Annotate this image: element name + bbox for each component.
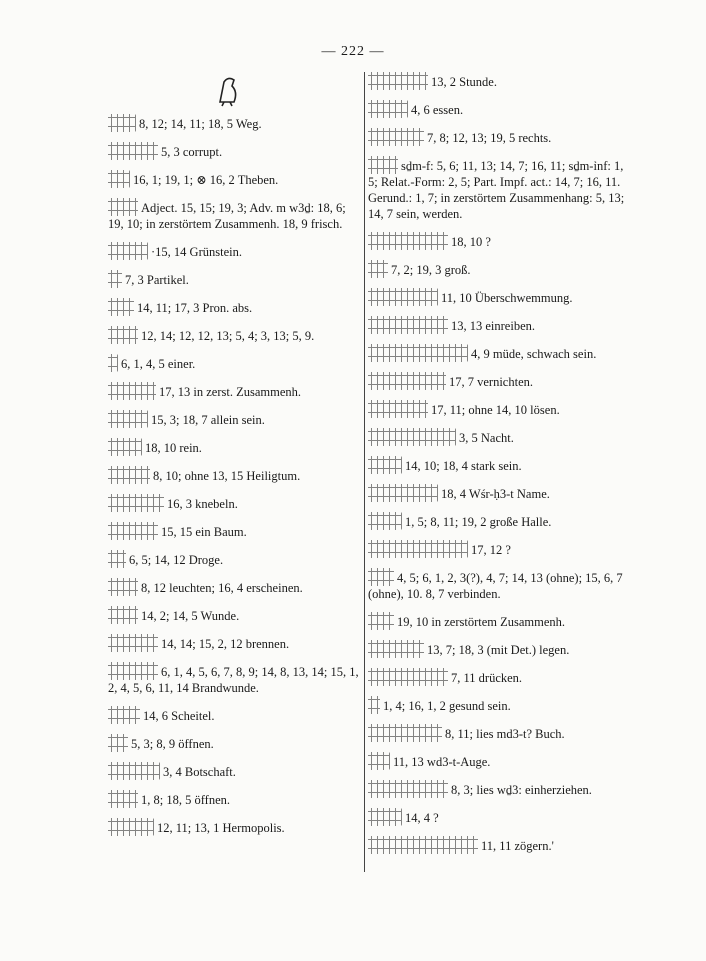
hieroglyph-group-icon: [108, 438, 142, 456]
dictionary-entry: [368, 100, 630, 118]
dictionary-entry: [108, 522, 360, 540]
hieroglyph-group-icon: [108, 494, 164, 512]
dictionary-entry: [108, 466, 360, 484]
dictionary-entry: [368, 72, 630, 90]
dictionary-entry: [368, 724, 630, 742]
entry-text: 13, 13 einreiben.: [451, 319, 536, 333]
hieroglyph-group-icon: [368, 540, 468, 558]
dictionary-entry: [368, 540, 630, 558]
hieroglyph-group-icon: [368, 780, 448, 798]
entry-text: 1, 8; 18, 5 öffnen.: [141, 793, 230, 807]
hieroglyph-group-icon: [108, 270, 122, 288]
hieroglyph-group-icon: [368, 288, 438, 306]
dictionary-entry: [368, 316, 630, 334]
hieroglyph-group-icon: [368, 428, 456, 446]
hieroglyph-group-icon: [368, 260, 388, 278]
dictionary-entry: [108, 298, 360, 316]
entry-text: 12, 14; 12, 12, 13; 5, 4; 3, 13; 5, 9.: [141, 329, 315, 343]
hieroglyph-group-icon: [368, 100, 408, 118]
hieroglyph-group-icon: [368, 512, 402, 530]
dictionary-entry: [108, 410, 360, 428]
column-divider: [364, 72, 365, 872]
entry-text: 6, 5; 14, 12 Droge.: [129, 553, 224, 567]
page-number: — 222 —: [321, 44, 385, 59]
hieroglyph-group-icon: [368, 484, 438, 502]
entry-text: 8, 12 leuchten; 16, 4 erscheinen.: [141, 581, 303, 595]
dictionary-entry: [368, 428, 630, 446]
dictionary-entry: [108, 662, 360, 696]
entry-text: 18, 10 ?: [451, 235, 491, 249]
entry-text: 6, 1, 4, 5, 6, 7, 8, 9; 14, 8, 13, 14; 15, 1, 2, 4, 5, 6, 11, 14 Brandwunde.: [108, 665, 359, 695]
hieroglyph-group-icon: [368, 696, 380, 714]
dictionary-entry: [108, 438, 360, 456]
hieroglyph-group-icon: [368, 156, 398, 174]
hieroglyph-group-icon: [108, 550, 126, 568]
entry-text: 1, 4; 16, 1, 2 gesund sein.: [383, 699, 511, 713]
dictionary-entry: [108, 790, 360, 808]
entry-text: 17, 7 vernichten.: [449, 375, 534, 389]
hieroglyph-group-icon: [108, 382, 156, 400]
dictionary-entry: [108, 550, 360, 568]
hieroglyph-group-icon: [368, 612, 394, 630]
dictionary-entry: [108, 634, 360, 652]
entry-text: 3, 4 Botschaft.: [163, 765, 236, 779]
dictionary-entry: [108, 114, 360, 132]
entry-text: 1, 5; 8, 11; 19, 2 große Halle.: [405, 515, 552, 529]
entry-text: 14, 2; 14, 5 Wunde.: [141, 609, 240, 623]
dictionary-entry: [368, 400, 630, 418]
hieroglyph-group-icon: [108, 242, 148, 260]
entry-text: 13, 7; 18, 3 (mit Det.) legen.: [427, 643, 570, 657]
entry-text: 4, 9 müde, schwach sein.: [471, 347, 597, 361]
entry-text: 14, 10; 18, 4 stark sein.: [405, 459, 522, 473]
dictionary-entry: [368, 288, 630, 306]
entry-text: ·15, 14 Grünstein.: [151, 245, 242, 259]
entry-text: 4, 5; 6, 1, 2, 3(?), 4, 7; 14, 13 (ohne); 15, 6, 7 (ohne), 10. 8, 7 verbinden.: [368, 571, 623, 601]
hieroglyph-group-icon: [108, 170, 130, 188]
hieroglyph-group-icon: [108, 522, 158, 540]
dictionary-entry: [368, 260, 630, 278]
entry-text: 5, 3; 8, 9 öffnen.: [131, 737, 214, 751]
hieroglyph-group-icon: [368, 808, 402, 826]
dictionary-entry: [368, 156, 630, 222]
entry-text: 8, 11; lies md3-t? Buch.: [445, 727, 565, 741]
dictionary-entry: [368, 232, 630, 250]
dictionary-entry: [368, 808, 630, 826]
hieroglyph-group-icon: [108, 298, 134, 316]
entry-text: sḏm-f: 5, 6; 11, 13; 14, 7; 16, 11; sḏm-ỉnf: 1, 5; Relat.-Form: 2, 5; Part. Impf. act.: 14, 7; 16, 11. Gerund.: 1, 7; in zerstörtem Zusammenhang: 5, 13; 14, 7 sein, werden.: [368, 159, 625, 221]
dictionary-entry: [368, 640, 630, 658]
entry-text: 15, 15 ein Baum.: [161, 525, 247, 539]
dictionary-entry: [108, 606, 360, 624]
entry-text: Adject. 15, 15; 19, 3; Adv. m w3ḏ: 18, 6; 19, 10; in zerstörtem Zusammenh. 18, 9 frisch.: [108, 201, 346, 231]
hieroglyph-group-icon: [368, 372, 446, 390]
hieroglyph-group-icon: [368, 344, 468, 362]
entry-text: 3, 5 Nacht.: [459, 431, 514, 445]
hieroglyph-group-icon: [108, 578, 138, 596]
dictionary-entry: [108, 242, 360, 260]
entry-text: 17, 12 ?: [471, 543, 511, 557]
hieroglyph-group-icon: [108, 634, 158, 652]
hieroglyph-group-icon: [368, 724, 442, 742]
entry-text: 11, 10 Überschwemmung.: [441, 291, 573, 305]
hieroglyph-group-icon: [108, 706, 140, 724]
dictionary-entry: [368, 836, 630, 854]
dictionary-entry: [108, 170, 360, 188]
entry-text: 4, 6 essen.: [411, 103, 464, 117]
hieroglyph-group-icon: [108, 198, 138, 216]
dictionary-entry: [108, 198, 360, 232]
hieroglyph-group-icon: [368, 456, 402, 474]
hieroglyph-group-icon: [368, 128, 424, 146]
dictionary-entry: [108, 142, 360, 160]
dictionary-entry: [108, 734, 360, 752]
entry-text: 19, 10 in zerstörtem Zusammenh.: [397, 615, 566, 629]
entry-text: 6, 1, 4, 5 einer.: [121, 357, 196, 371]
dictionary-entry: [368, 484, 630, 502]
entry-text: 7, 8; 12, 13; 19, 5 rechts.: [427, 131, 552, 145]
hieroglyph-group-icon: [368, 640, 424, 658]
dictionary-entry: [368, 128, 630, 146]
hieroglyph-group-icon: [368, 400, 428, 418]
hieroglyph-group-icon: [368, 752, 390, 770]
dictionary-entry: [368, 696, 630, 714]
entry-text: 16, 1; 19, 1; ⊗ 16, 2 Theben.: [133, 173, 279, 187]
dictionary-entry: [108, 354, 360, 372]
dictionary-entry: [108, 382, 360, 400]
entry-text: 14, 6 Scheitel.: [143, 709, 215, 723]
hieroglyph-group-icon: [368, 668, 448, 686]
entry-text: 14, 4 ?: [405, 811, 439, 825]
dictionary-entry: [368, 344, 630, 362]
entry-text: 14, 14; 15, 2, 12 brennen.: [161, 637, 290, 651]
dictionary-entry: [368, 568, 630, 602]
entry-text: 7, 11 drücken.: [451, 671, 523, 685]
hieroglyph-group-icon: [368, 836, 478, 854]
dictionary-entry: [108, 578, 360, 596]
hieroglyph-group-icon: [108, 762, 160, 780]
entry-text: 17, 13 in zerst. Zusammenh.: [159, 385, 301, 399]
hieroglyph-group-icon: [108, 790, 138, 808]
dictionary-entry: [108, 326, 360, 344]
hieroglyph-group-icon: [368, 232, 448, 250]
dictionary-entry: [368, 752, 630, 770]
left-column: [108, 72, 360, 846]
entry-text: 7, 2; 19, 3 groß.: [391, 263, 471, 277]
dictionary-entry: [368, 512, 630, 530]
dictionary-entry: [108, 762, 360, 780]
entry-text: 18, 10 rein.: [145, 441, 202, 455]
dictionary-entry: [368, 372, 630, 390]
hieroglyph-group-icon: [108, 326, 138, 344]
hieroglyph-group-icon: [108, 114, 136, 132]
entry-text: 13, 2 Stunde.: [431, 75, 497, 89]
entry-text: 11, 13 wd3-t-Auge.: [393, 755, 491, 769]
entry-text: 12, 11; 13, 1 Hermopolis.: [157, 821, 285, 835]
entry-text: 11, 11 zögern.': [481, 839, 554, 853]
hieroglyph-group-icon: [108, 142, 158, 160]
hieroglyph-group-icon: [108, 466, 150, 484]
entry-text: 14, 11; 17, 3 Pron. abs.: [137, 301, 253, 315]
dictionary-entry: [368, 780, 630, 798]
dictionary-entry: [108, 494, 360, 512]
hieroglyph-group-icon: [368, 568, 394, 586]
hieroglyph-group-icon: [108, 818, 154, 836]
hieroglyph-group-icon: [368, 72, 428, 90]
entry-text: 8, 3; lies wḏ3: einherziehen.: [451, 783, 592, 797]
entry-text: 18, 4 Wśr-ḥ3-t Name.: [441, 487, 550, 501]
entry-text: 16, 3 knebeln.: [167, 497, 238, 511]
hieroglyph-group-icon: [108, 410, 148, 428]
dictionary-entry: [108, 706, 360, 724]
entry-text: 15, 3; 18, 7 allein sein.: [151, 413, 265, 427]
hieroglyph-group-icon: [108, 606, 138, 624]
hieroglyph-group-icon: [108, 734, 128, 752]
dictionary-entry: [108, 818, 360, 836]
hieroglyph-group-icon: [368, 316, 448, 334]
dictionary-entry: [108, 270, 360, 288]
entry-text: 8, 12; 14, 11; 18, 5 Weg.: [139, 117, 262, 131]
dictionary-entry: [368, 668, 630, 686]
dictionary-entry: [368, 456, 630, 474]
hieroglyph-group-icon: [108, 354, 118, 372]
entry-text: 7, 3 Partikel.: [125, 273, 189, 287]
entry-text: 17, 11; ohne 14, 10 lösen.: [431, 403, 560, 417]
entry-text: 5, 3 corrupt.: [161, 145, 223, 159]
entry-text: 8, 10; ohne 13, 15 Heiligtum.: [153, 469, 301, 483]
hieroglyph-group-icon: [108, 662, 158, 680]
dictionary-entry: [368, 612, 630, 630]
right-column: [368, 72, 630, 864]
